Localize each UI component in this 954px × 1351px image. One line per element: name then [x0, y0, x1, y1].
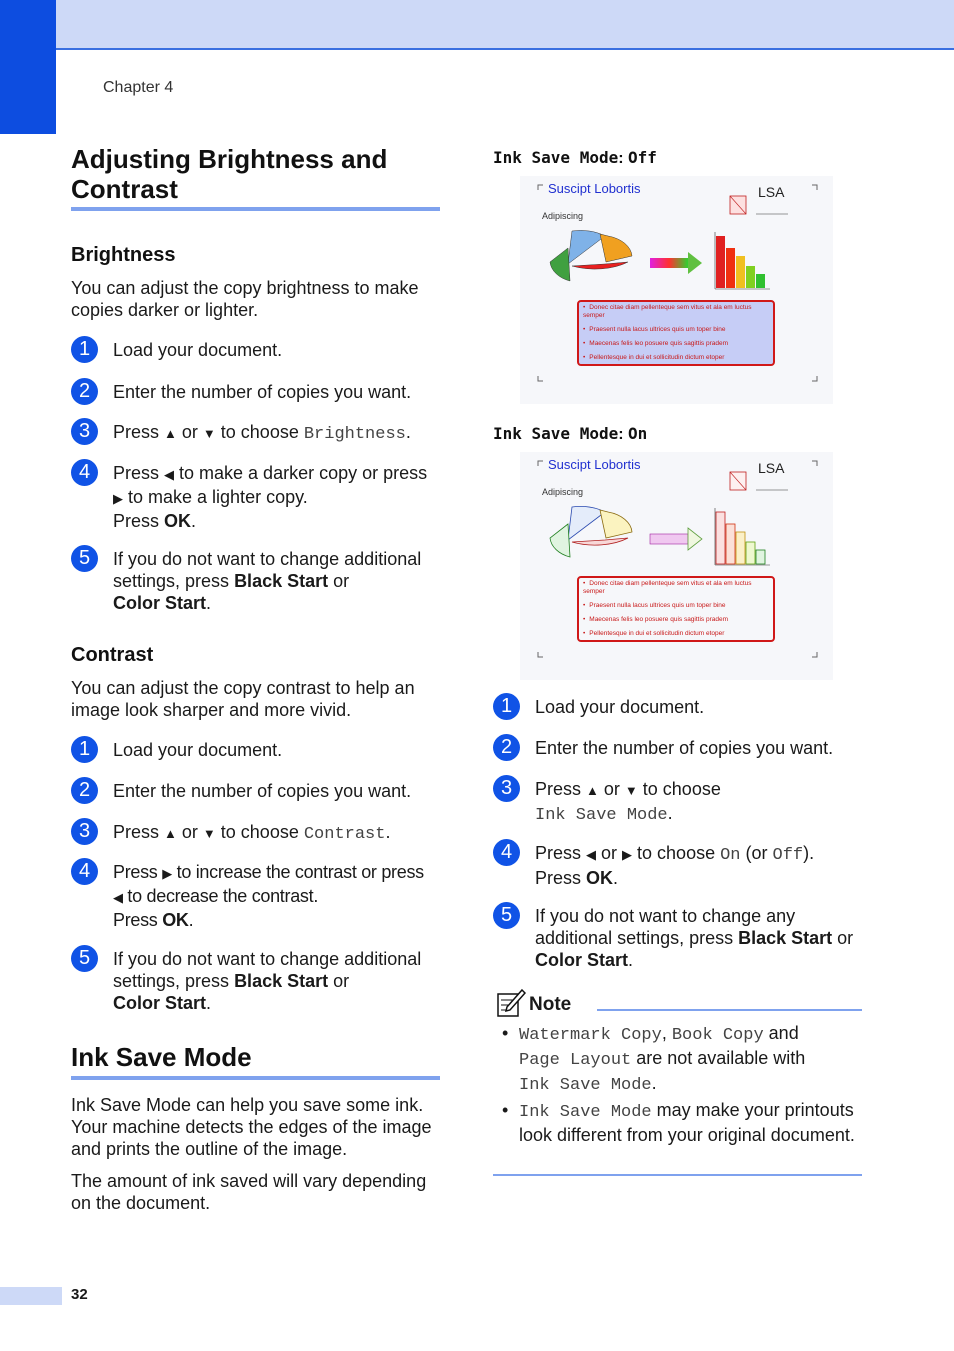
brightness-intro: You can adjust the copy brightness to make copies darker or lighter.	[71, 278, 419, 320]
step-number: 1	[71, 336, 98, 363]
note-pencil-icon	[496, 988, 526, 1018]
figure-title: Suscipt Lobortis	[548, 457, 641, 472]
ink-save-on-label: Ink Save Mode: On	[493, 424, 648, 443]
step-number: 3	[493, 775, 520, 802]
figure-label: Adipiscing	[542, 211, 584, 221]
up-arrow-icon: ▲	[164, 826, 177, 841]
left-arrow-icon: ◀	[586, 847, 597, 862]
left-arrow-icon: ◀	[164, 467, 175, 482]
ink-save-on-figure	[520, 452, 833, 680]
section-rule	[71, 207, 440, 211]
contrast-intro: You can adjust the copy contrast to help an image look sharper and more vivid.	[71, 678, 415, 720]
right-arrow-icon: ▶	[162, 866, 172, 881]
up-arrow-icon: ▲	[164, 426, 177, 441]
ink-save-paragraph-1: Ink Save Mode can help you save some ink. Your machine detects the edges of the image and prints the outline of the image.	[71, 1095, 432, 1159]
note-rule	[597, 1009, 862, 1011]
chapter-tab	[0, 0, 56, 134]
down-arrow-icon: ▼	[202, 826, 216, 841]
step-number: 4	[71, 858, 98, 885]
heading-contrast: Contrast	[71, 644, 154, 666]
right-arrow-icon: ▶	[113, 491, 123, 506]
step-number: 2	[71, 777, 98, 804]
step-number: 1	[493, 693, 520, 720]
header-band	[56, 0, 954, 50]
step-number: 5	[71, 945, 98, 972]
ink-save-off-figure	[520, 176, 833, 404]
chapter-label: Chapter 4	[103, 79, 174, 96]
section-title-brightness-contrast: Adjusting Brightness and Contrast	[71, 144, 388, 204]
left-arrow-icon: ◀	[113, 890, 123, 905]
note-item-1: • Watermark Copy, Book Copy and Page Layout are not available with Ink Save Mode.	[519, 1022, 859, 1097]
step-number: 5	[493, 902, 520, 929]
figure-logo-text: LSA	[758, 184, 785, 200]
step-number: 3	[71, 818, 98, 845]
right-arrow-icon: ▶	[622, 847, 633, 862]
step-number: 4	[71, 459, 98, 486]
step-number: 5	[71, 545, 98, 572]
section-title-ink-save: Ink Save Mode	[71, 1042, 252, 1072]
ink-save-paragraph-2: The amount of ink saved will vary depending on the document.	[71, 1171, 427, 1213]
step-number: 2	[71, 378, 98, 405]
figure-bullet-box: • Donec citae diam pellenteque sem vitus et ala em luctus semper • Praesent nulla lacus ultrices quis um toper bine • Maecenas felis leo posuere quis sagittis pradem • Pellentesque in dui et sollicitudin dictum etoper	[577, 576, 775, 642]
note-bottom-rule	[493, 1174, 862, 1176]
page-number: 32	[71, 1286, 88, 1303]
down-arrow-icon: ▼	[202, 426, 216, 441]
figure-bullet-box: • Donec citae diam pellenteque sem vitus et ala em luctus semper • Praesent nulla lacus ultrices quis um toper bine • Maecenas felis leo posuere quis sagittis pradem • Pellentesque in dui et sollicitudin dictum etoper	[577, 300, 775, 366]
heading-brightness: Brightness	[71, 244, 176, 266]
note-item-2: • Ink Save Mode may make your printouts look different from your original document.	[519, 1099, 859, 1146]
figure-label: Adipiscing	[542, 487, 584, 497]
page-footer-band	[0, 1287, 62, 1305]
step-number: 2	[493, 734, 520, 761]
step-number: 1	[71, 736, 98, 763]
ink-save-off-label: Ink Save Mode: Off	[493, 148, 657, 167]
step-number: 3	[71, 418, 98, 445]
down-arrow-icon: ▼	[624, 783, 638, 798]
step-number: 4	[493, 839, 520, 866]
figure-title: Suscipt Lobortis	[548, 181, 641, 196]
figure-logo-text: LSA	[758, 460, 785, 476]
note-heading: Note	[529, 994, 572, 1015]
section-rule	[71, 1076, 440, 1080]
up-arrow-icon: ▲	[586, 783, 599, 798]
